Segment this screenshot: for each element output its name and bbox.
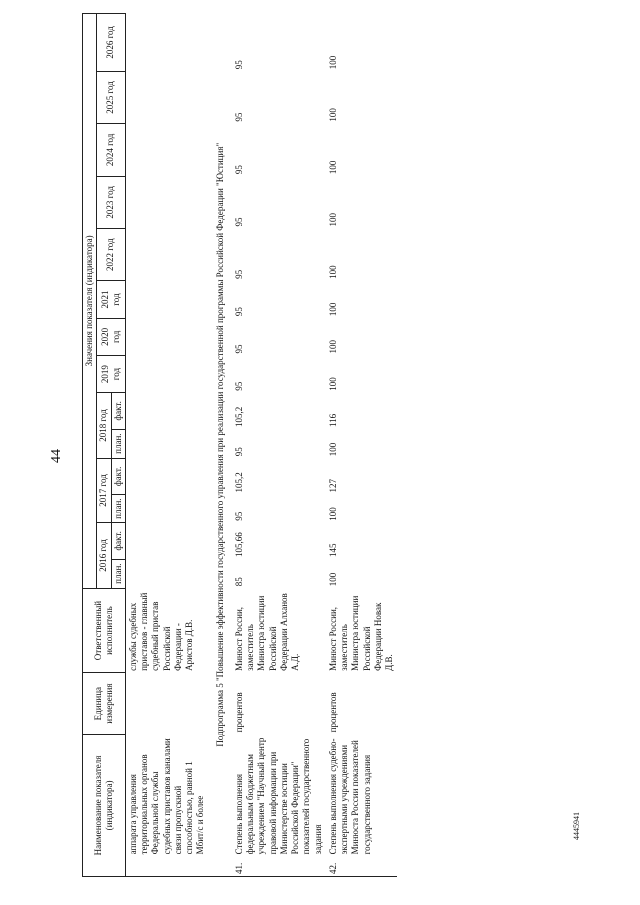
- value-2018-plan: 100: [327, 442, 338, 457]
- header-2017-plan: план.: [111, 495, 125, 523]
- header-2017: 2017 год: [97, 458, 111, 523]
- value-2017-fact: 127: [327, 479, 338, 493]
- value-2022: 95: [233, 269, 244, 279]
- header-2021: 2021 год: [97, 281, 126, 318]
- table-row: [326, 14, 398, 877]
- value-2017-fact: 105,2: [233, 472, 244, 493]
- page-number: 44: [49, 449, 64, 463]
- header-2019: 2019 год: [97, 355, 126, 392]
- header-name: Наименование показателя (индикатора): [83, 734, 126, 876]
- value-2022: 100: [327, 265, 338, 279]
- value-2016-plan: 100: [327, 572, 338, 587]
- header-values: Значения показателя (индикатора): [83, 14, 97, 589]
- row-number: 42.: [326, 856, 398, 876]
- value-2017-plan: 95: [233, 511, 244, 521]
- value-2018-fact: 105,2: [233, 406, 244, 428]
- value-2026: 100: [327, 55, 338, 70]
- value-2019: 100: [327, 377, 338, 391]
- responsible: Минюст России, заместитель Министра юстиции Российской Федерации Алханов А.Д.: [233, 593, 300, 671]
- header-2025: 2025 год: [97, 71, 126, 123]
- indicator-name: Степень выполнения судебно-экспертными учреждениями Минюста России показателей государственного задания: [327, 738, 372, 855]
- value-2020: 95: [233, 344, 244, 354]
- value-2025: 100: [327, 108, 338, 122]
- header-2018-plan: план.: [111, 429, 125, 458]
- value-2023: 95: [233, 217, 244, 227]
- value-2020: 100: [327, 339, 338, 354]
- indicators-table: [82, 13, 397, 877]
- value-2016-plan: 85: [233, 577, 244, 587]
- value-2018-fact: 116: [327, 413, 338, 428]
- value-2019: 95: [233, 381, 244, 391]
- value-2018-plan: 95: [233, 447, 244, 457]
- header-2024: 2024 год: [97, 124, 126, 176]
- table-row: [232, 14, 326, 877]
- row-number: 41.: [232, 856, 326, 876]
- unit: процентов: [233, 692, 244, 733]
- header-2022: 2022 год: [97, 228, 126, 280]
- value-2024: 95: [233, 165, 244, 175]
- value-2021: 95: [233, 307, 244, 317]
- header-2018: 2018 год: [97, 393, 111, 459]
- header-unit: Единица измерения: [83, 673, 126, 734]
- continuation-responsible: службы судебных приставов - главный судебный пристав Российской Федерации - Аристов Д.В.: [127, 592, 194, 671]
- subprogram-row: [209, 14, 232, 877]
- rotated-table-container: [82, 13, 612, 877]
- header-2020: 2020 год: [97, 318, 126, 355]
- responsible: Минюст России, заместитель Министра юстиции Российской Федерации Новак Д.В.: [327, 595, 394, 671]
- header-2016-fact: факт.: [111, 523, 125, 559]
- header-2017-fact: факт.: [111, 458, 125, 494]
- value-2017-plan: 100: [327, 507, 338, 521]
- value-2021: 100: [327, 302, 338, 317]
- value-2016-fact: 105,66: [233, 532, 244, 558]
- indicator-name: Степень выполнения федеральным бюджетным учреждением "Научный центр правовой информации при Министерстве юстиции Российской Федерации" показателей государственного задания: [233, 737, 323, 855]
- subprogram-title: Подпрограмма 5 "Повышение эффективности государственного управления при реализации государственной программы Российской Федерации "Юстиция": [209, 14, 232, 877]
- header-2026: 2026 год: [97, 14, 126, 72]
- header-2018-fact: факт.: [111, 393, 125, 429]
- unit: процентов: [327, 692, 338, 733]
- value-2025: 95: [233, 112, 244, 122]
- header-2016-plan: план.: [111, 559, 125, 588]
- table-row: [125, 14, 208, 877]
- continuation-name: аппарата управления территориальных органов Федеральной службы судебных приставов каналами связи пропускной способностью, равной 1 Мбит/с и более: [127, 738, 206, 855]
- value-2016-fact: 145: [327, 543, 338, 558]
- value-2026: 95: [233, 60, 244, 70]
- header-2016: 2016 год: [97, 523, 111, 589]
- value-2023: 100: [327, 212, 338, 227]
- document-id: 4445941: [572, 812, 581, 840]
- header-2023: 2023 год: [97, 176, 126, 228]
- header-responsible: Ответственный исполнитель: [83, 588, 126, 673]
- value-2024: 100: [327, 160, 338, 175]
